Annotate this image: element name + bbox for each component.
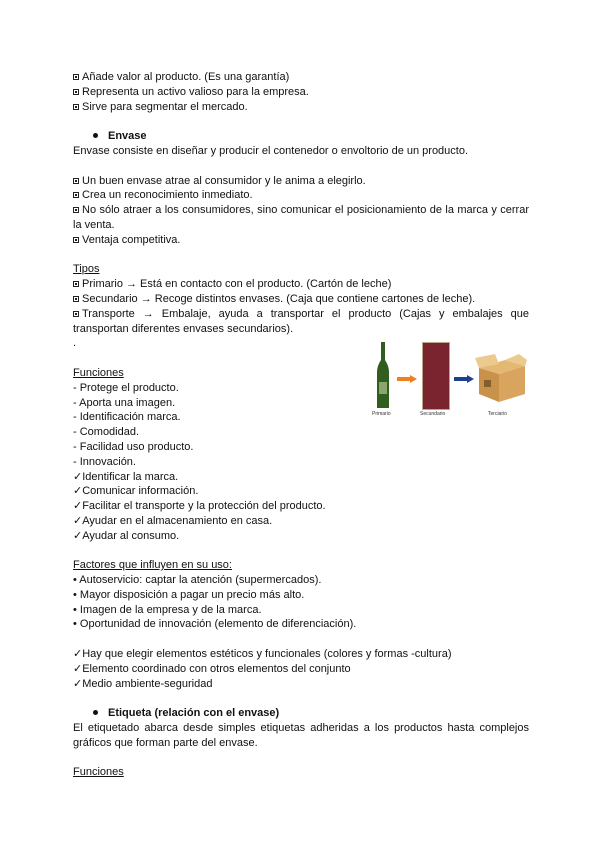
packaging-types-figure: [370, 342, 530, 422]
list-item: Transporte → Embalaje, ayuda a transportar el producto (Cajas y embalajes que transportan diferentes envases secundarios).: [73, 307, 529, 335]
square-bullet-icon: [73, 237, 79, 243]
check-item: ✓Elemento coordinado con otros elementos del conjunto: [73, 662, 351, 675]
wine-bag-icon: [422, 342, 450, 410]
figure-label-secundario: Secundario: [420, 411, 446, 417]
square-bullet-icon: [73, 311, 79, 317]
section-heading-etiqueta: Etiqueta (relación con el envase): [73, 706, 529, 721]
list-item: • Autoservicio: captar la atención (supermercados).: [73, 574, 322, 587]
tipos-title: Tipos: [73, 263, 100, 276]
list-item: - Facilidad uso producto.: [73, 440, 194, 453]
envase-definition: Envase consiste en diseñar y producir el contenedor o envoltorio de un producto.: [73, 144, 469, 157]
etiqueta-definition: El etiquetado abarca desde simples etiquetas adheridas a los productos hasta complejos gráficos que forman parte del envase.: [73, 722, 529, 749]
check-item: ✓Medio ambiente-seguridad: [73, 677, 213, 690]
list-item: Representa un activo valioso para la empresa.: [73, 85, 529, 100]
list-item: Un buen envase atrae al consumidor y le anima a elegirlo.: [73, 174, 529, 189]
list-item: Añade valor al producto. (Es una garantía): [73, 70, 529, 85]
list-item: - Protege el producto.: [73, 381, 179, 394]
list-item: - Identificación marca.: [73, 411, 181, 424]
list-item: • Mayor disposición a pagar un precio más alto.: [73, 588, 305, 601]
bullet-dot-icon: [93, 710, 98, 715]
square-bullet-icon: [73, 178, 79, 184]
document-page: [73, 70, 529, 780]
list-item: Secundario → Recoge distintos envases. (Caja que contiene cartones de leche).: [73, 292, 529, 307]
arrow-right-icon: [454, 375, 474, 383]
square-bullet-icon: [73, 296, 79, 302]
cardboard-box-icon: [475, 354, 527, 404]
check-item: ✓Identificar la marca.: [73, 470, 179, 483]
factores-title: Factores que influyen en su uso:: [73, 559, 232, 572]
list-item: - Aporta una imagen.: [73, 396, 176, 409]
check-item: ✓Facilitar el transporte y la protección del producto.: [73, 500, 326, 513]
list-item: • Oportunidad de innovación (elemento de diferenciación).: [73, 618, 357, 631]
square-bullet-icon: [73, 281, 79, 287]
square-bullet-icon: [73, 192, 79, 198]
figure-label-primario: Primario: [372, 411, 391, 417]
list-item: - Innovación.: [73, 455, 136, 468]
wine-bottle-icon: [376, 342, 390, 408]
list-item: Primario → Está en contacto con el producto. (Cartón de leche): [73, 277, 529, 292]
square-bullet-icon: [73, 74, 79, 80]
figure-label-terciario: Terciario: [488, 411, 507, 417]
square-bullet-icon: [73, 207, 79, 213]
funciones-title: Funciones: [73, 366, 124, 379]
square-bullet-icon: [73, 89, 79, 95]
check-item: ✓Hay que elegir elementos estéticos y funcionales (colores y formas -cultura): [73, 648, 452, 661]
square-bullet-icon: [73, 104, 79, 110]
list-item: - Comodidad.: [73, 426, 140, 439]
check-item: ✓Ayudar en el almacenamiento en casa.: [73, 514, 273, 527]
arrow-right-icon: [397, 375, 417, 383]
bullet-dot-icon: [93, 133, 98, 138]
list-item: • Imagen de la empresa y de la marca.: [73, 603, 262, 616]
trailing-period: .: [73, 337, 77, 350]
check-item: ✓Ayudar al consumo.: [73, 529, 180, 542]
section-heading-envase: Envase: [73, 129, 529, 144]
check-item: ✓Comunicar información.: [73, 485, 199, 498]
list-item: Crea un reconocimiento inmediato.: [73, 188, 529, 203]
list-item: No sólo atraer a los consumidores, sino comunicar el posicionamiento de la marca y cerrar la venta.: [73, 204, 529, 231]
etiqueta-funciones-title: Funciones: [73, 766, 124, 779]
list-item: Sirve para segmentar el mercado.: [73, 100, 529, 115]
list-item: Ventaja competitiva.: [73, 233, 529, 248]
